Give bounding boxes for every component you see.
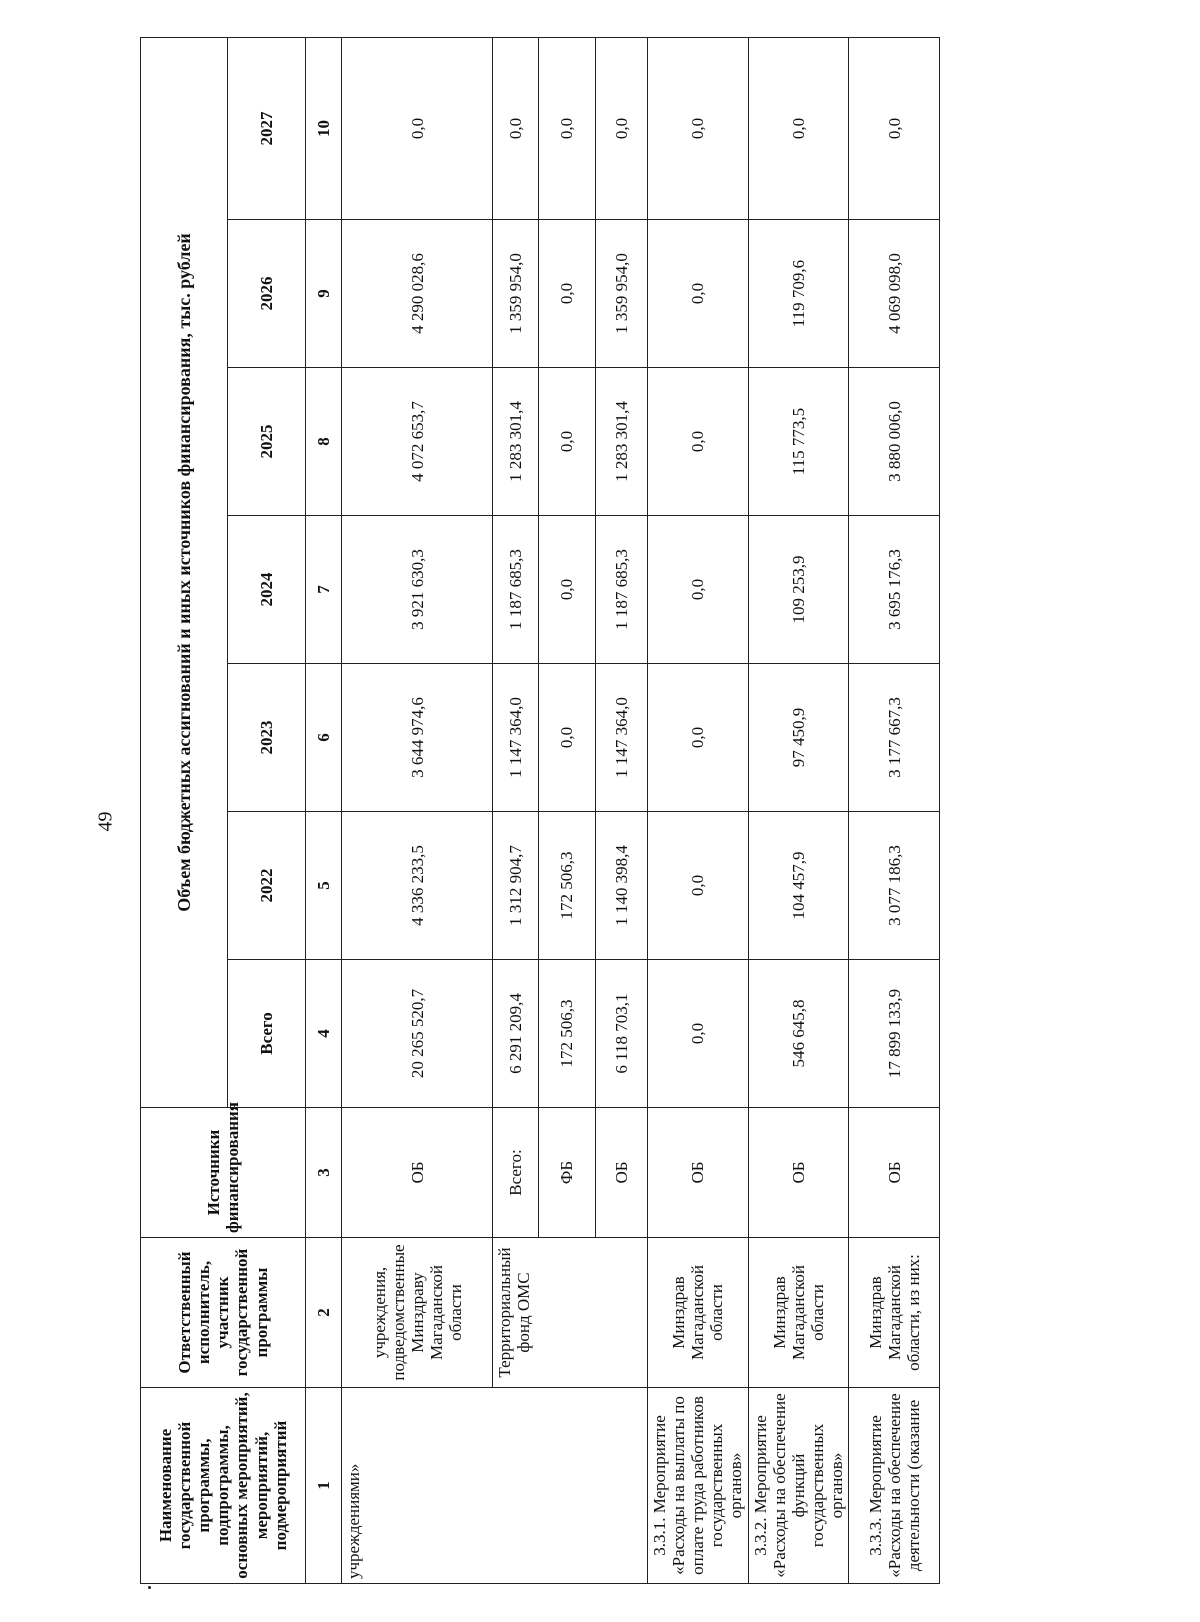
row-value: 3 077 186,3 [849, 812, 940, 960]
row-name: учреждениями» [342, 1388, 648, 1584]
header-year-2024: 2024 [227, 516, 305, 664]
col-num: 1 [305, 1388, 341, 1584]
row-value: 0,0 [539, 37, 595, 219]
row-value: 4 069 098,0 [849, 220, 940, 368]
row-value: 0,0 [647, 960, 748, 1108]
header-executor: Ответственный исполнитель, участник государственной программы [141, 1238, 306, 1388]
row-source: ФБ [539, 1108, 595, 1238]
header-sources: Источники финансирования [141, 1108, 306, 1238]
header-name: Наименование государственной программы, подпрограммы, основных мероприятий, мероприятий, подмероприятий [141, 1388, 306, 1584]
row-source: ОБ [647, 1108, 748, 1238]
row-value: 1 187 685,3 [595, 516, 647, 664]
row-value: 0,0 [539, 368, 595, 516]
row-source: ОБ [849, 1108, 940, 1238]
header-volume-group: Объем бюджетных ассигнований и иных источников финансирования, тыс. рублей [141, 37, 228, 1107]
row-value: 1 312 904,7 [493, 812, 539, 960]
header-year-total: Всего [227, 960, 305, 1108]
row-value: 1 147 364,0 [493, 664, 539, 812]
row-value: 3 695 176,3 [849, 516, 940, 664]
row-executor: учреждения, подведомственные Минздраву Магаданской области [342, 1238, 493, 1388]
row-value: 0,0 [539, 516, 595, 664]
row-value: 0,0 [647, 516, 748, 664]
row-executor: Территориальный фонд ОМС [493, 1238, 648, 1388]
header-year-2026: 2026 [227, 220, 305, 368]
col-num: 5 [305, 812, 341, 960]
header-year-2025: 2025 [227, 368, 305, 516]
row-value: 172 506,3 [539, 812, 595, 960]
row-value: 6 118 703,1 [595, 960, 647, 1108]
row-name: 3.3.1. Мероприятие «Расходы на выплаты по оплате труда работников государственных органов» [647, 1388, 748, 1584]
scan-dot [148, 1586, 151, 1589]
col-num: 4 [305, 960, 341, 1108]
row-value: 1 140 398,4 [595, 812, 647, 960]
row-value: 1 187 685,3 [493, 516, 539, 664]
row-value: 0,0 [595, 37, 647, 219]
table-row [748, 37, 849, 1583]
header-year-2023: 2023 [227, 664, 305, 812]
header-year-2022: 2022 [227, 812, 305, 960]
row-value: 1 283 301,4 [493, 368, 539, 516]
row-source: ОБ [342, 1108, 493, 1238]
row-value: 4 072 653,7 [342, 368, 493, 516]
row-value: 4 336 233,5 [342, 812, 493, 960]
row-value: 97 450,9 [748, 664, 849, 812]
row-value: 3 177 667,3 [849, 664, 940, 812]
row-value: 0,0 [849, 37, 940, 219]
row-value: 1 359 954,0 [493, 220, 539, 368]
row-value: 1 147 364,0 [595, 664, 647, 812]
row-source: ОБ [595, 1108, 647, 1238]
row-value: 104 457,9 [748, 812, 849, 960]
page-number: 49 [94, 811, 117, 832]
row-value: 0,0 [647, 220, 748, 368]
table-row [647, 37, 748, 1583]
row-value: 0,0 [493, 37, 539, 219]
row-value: 3 880 006,0 [849, 368, 940, 516]
row-value: 115 773,5 [748, 368, 849, 516]
col-num: 10 [305, 37, 341, 219]
budget-table [140, 37, 940, 1584]
col-num: 9 [305, 220, 341, 368]
rotated-table-wrapper [140, 38, 940, 1584]
row-value: 0,0 [539, 664, 595, 812]
row-value: 17 899 133,9 [849, 960, 940, 1108]
column-number-row [305, 37, 341, 1583]
table-row [342, 37, 493, 1583]
col-num: 2 [305, 1238, 341, 1388]
row-value: 172 506,3 [539, 960, 595, 1108]
row-name: 3.3.2. Мероприятие «Расходы на обеспечение функций государственных органов» [748, 1388, 849, 1584]
row-executor: Минздрав Магаданской области, из них: [849, 1238, 940, 1388]
row-name: 3.3.3. Мероприятие «Расходы на обеспечение деятельности (оказание [849, 1388, 940, 1584]
row-source: Всего: [493, 1108, 539, 1238]
row-source: ОБ [748, 1108, 849, 1238]
row-value: 0,0 [647, 812, 748, 960]
row-value: 546 645,8 [748, 960, 849, 1108]
table-row [493, 37, 539, 1583]
row-executor: Минздрав Магаданской области [748, 1238, 849, 1388]
table-row [849, 37, 940, 1583]
row-executor: Минздрав Магаданской области [647, 1238, 748, 1388]
row-value: 1 359 954,0 [595, 220, 647, 368]
col-num: 8 [305, 368, 341, 516]
col-num: 7 [305, 516, 341, 664]
row-value: 0,0 [647, 37, 748, 219]
row-value: 20 265 520,7 [342, 960, 493, 1108]
row-value: 3 921 630,3 [342, 516, 493, 664]
row-value: 0,0 [342, 37, 493, 219]
row-value: 109 253,9 [748, 516, 849, 664]
row-value: 0,0 [748, 37, 849, 219]
row-value: 6 291 209,4 [493, 960, 539, 1108]
col-num: 3 [305, 1108, 341, 1238]
row-value: 119 709,6 [748, 220, 849, 368]
col-num: 6 [305, 664, 341, 812]
row-value: 1 283 301,4 [595, 368, 647, 516]
row-value: 0,0 [539, 220, 595, 368]
header-year-2027: 2027 [227, 37, 305, 219]
row-value: 4 290 028,6 [342, 220, 493, 368]
row-value: 0,0 [647, 368, 748, 516]
row-value: 0,0 [647, 664, 748, 812]
row-value: 3 644 974,6 [342, 664, 493, 812]
